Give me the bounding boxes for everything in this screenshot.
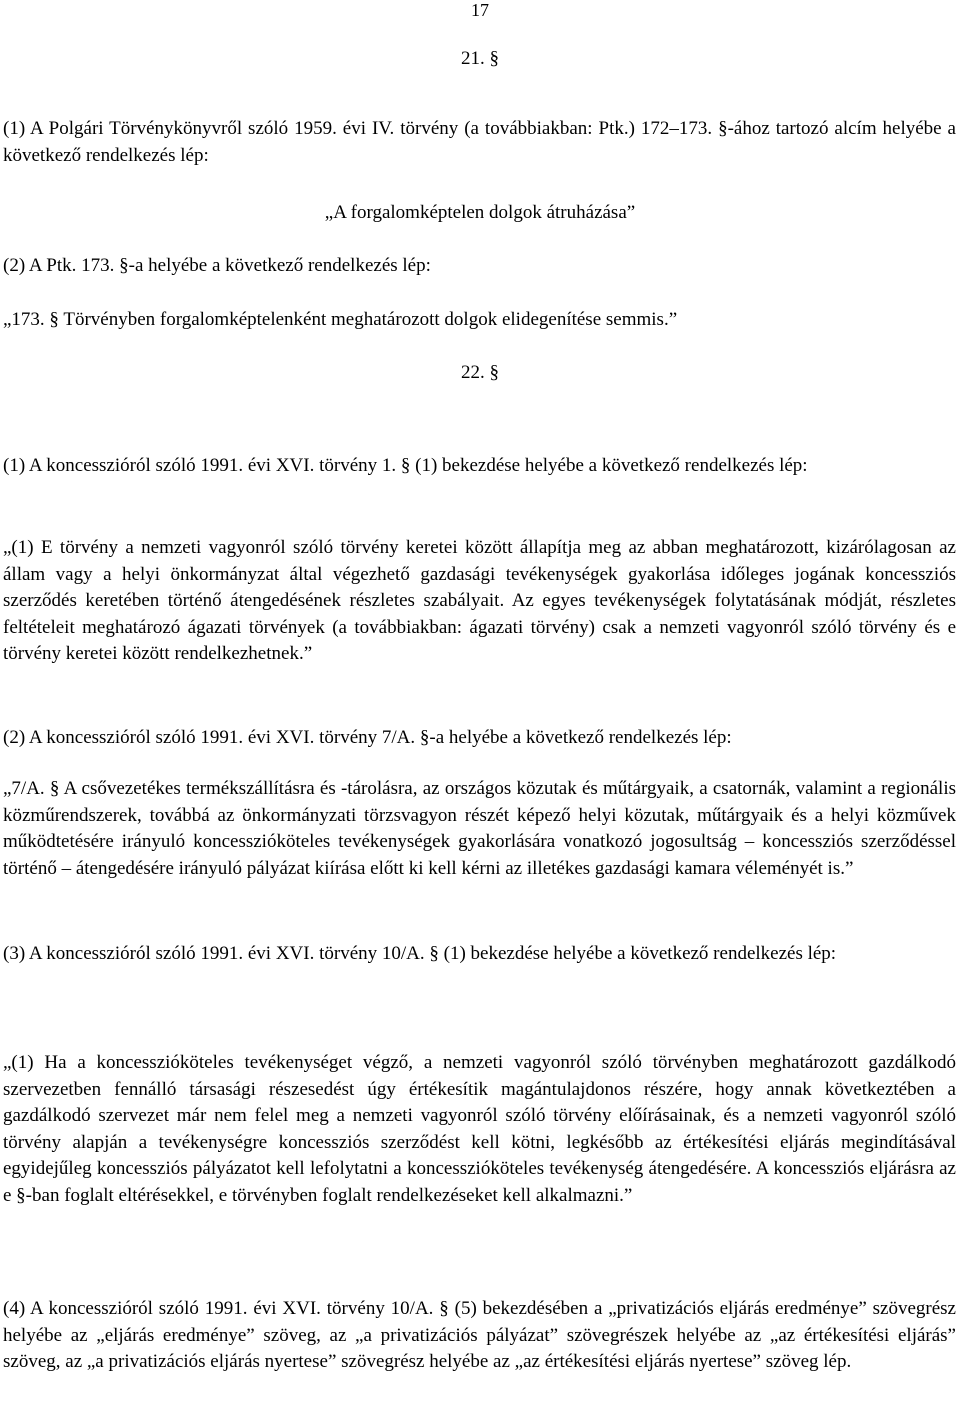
paragraph-22-4: (4) A koncesszióról szóló 1991. évi XVI. törvény 10/A. § (5) bekezdésében a „privatizációs eljárás eredménye” szövegrész helyébe az „eljárás eredménye” szöveg, az „a privatizációs pályázat” szövegrészek helyébe az „az értékesítési eljárás” szöveg, az „a privatizációs eljárás nyertese” szövegrész helyébe az „az értékesítési eljárás nyertese” szöveg lép. bbox=[3, 1298, 956, 1372]
paragraph-21-2: (2) A Ptk. 173. §-a helyébe a következő rendelkezés lép: bbox=[3, 255, 431, 276]
subtitle-quote: „A forgalomképtelen dolgok átruházása” bbox=[324, 202, 636, 223]
paragraph-21-1: (1) A Polgári Törvénykönyvről szóló 1959. évi IV. törvény (a továbbiakban: Ptk.) 172–173. §-ához tartozó alcím helyébe a következő rendelkezés lép: bbox=[3, 118, 956, 166]
section-heading-22: 22. § bbox=[461, 362, 499, 383]
quote-1-1: „(1) E törvény a nemzeti vagyonról szóló törvény keretei között állapítja meg az abban meghatározott, kizárólagosan az állam vagy a helyi önkormányzat által végezhető gazdasági tevékenységek gyakorlása időleges jogának koncessziós szerződés keretében történő átengedésének részletes szabályait. Az egyes tevékenységek folytatásának módját, részletes feltételeit meghatározó ágazati törvények (a továbbiakban: ágazati törvény) csak a nemzeti vagyonról szóló törvény és e törvény keretei között rendelkezhetnek.” bbox=[3, 537, 956, 664]
paragraph-22-3: (3) A koncesszióról szóló 1991. évi XVI. törvény 10/A. § (1) bekezdése helyébe a következő rendelkezés lép: bbox=[3, 943, 837, 964]
page-number: 17 bbox=[471, 0, 489, 20]
quote-7a: „7/A. § A csővezetékes termékszállításra és -tárolásra, az országos közutak és műtárgyaik, a csatornák, valamint a regionális közműrendszerek, továbbá az önkormányzati törzsvagyon részét képező helyi közutak, műtárgyaik és a helyi közművek működtetésére irányuló koncesszióköteles tevékenységek gyakorlására vonatkozó jogosultság – koncessziós szerződéssel történő – átengedésére irányuló pályázat kiírása előtt ki kell kérni az illetékes gazdasági kamara véleményét is.” bbox=[3, 778, 956, 879]
paragraph-22-2: (2) A koncesszióról szóló 1991. évi XVI. törvény 7/A. §-a helyébe a következő rendelkezés lép: bbox=[3, 727, 732, 748]
section-heading-21: 21. § bbox=[461, 48, 499, 69]
quote-10a-1: „(1) Ha a koncesszióköteles tevékenységet végző, a nemzeti vagyonról szóló törvényben meghatározott gazdálkodó szervezetben fennálló társasági részesedést úgy értékesítik magántulajdonos részére, hogy annak következtében a gazdálkodó szervezet már nem felel meg a nemzeti vagyonról szóló törvény előírásainak, és a nemzeti vagyonról szóló törvény alapján a tevékenységre koncessziós szerződést kell kötni, legkésőbb az értékesítési eljárás megindításával egyidejűleg koncessziós pályázatot kell lefolytatni a koncesszióköteles tevékenység átengedésére. A koncessziós eljárásra az e §-ban foglalt eltérésekkel, e törvényben foglalt rendelkezéseket kell alkalmazni.” bbox=[3, 1052, 956, 1206]
quote-173: „173. § Törvényben forgalomképtelenként meghatározott dolgok elidegenítése semmis.” bbox=[3, 309, 678, 330]
paragraph-22-1: (1) A koncesszióról szóló 1991. évi XVI. törvény 1. § (1) bekezdése helyébe a következő rendelkezés lép: bbox=[3, 455, 808, 476]
